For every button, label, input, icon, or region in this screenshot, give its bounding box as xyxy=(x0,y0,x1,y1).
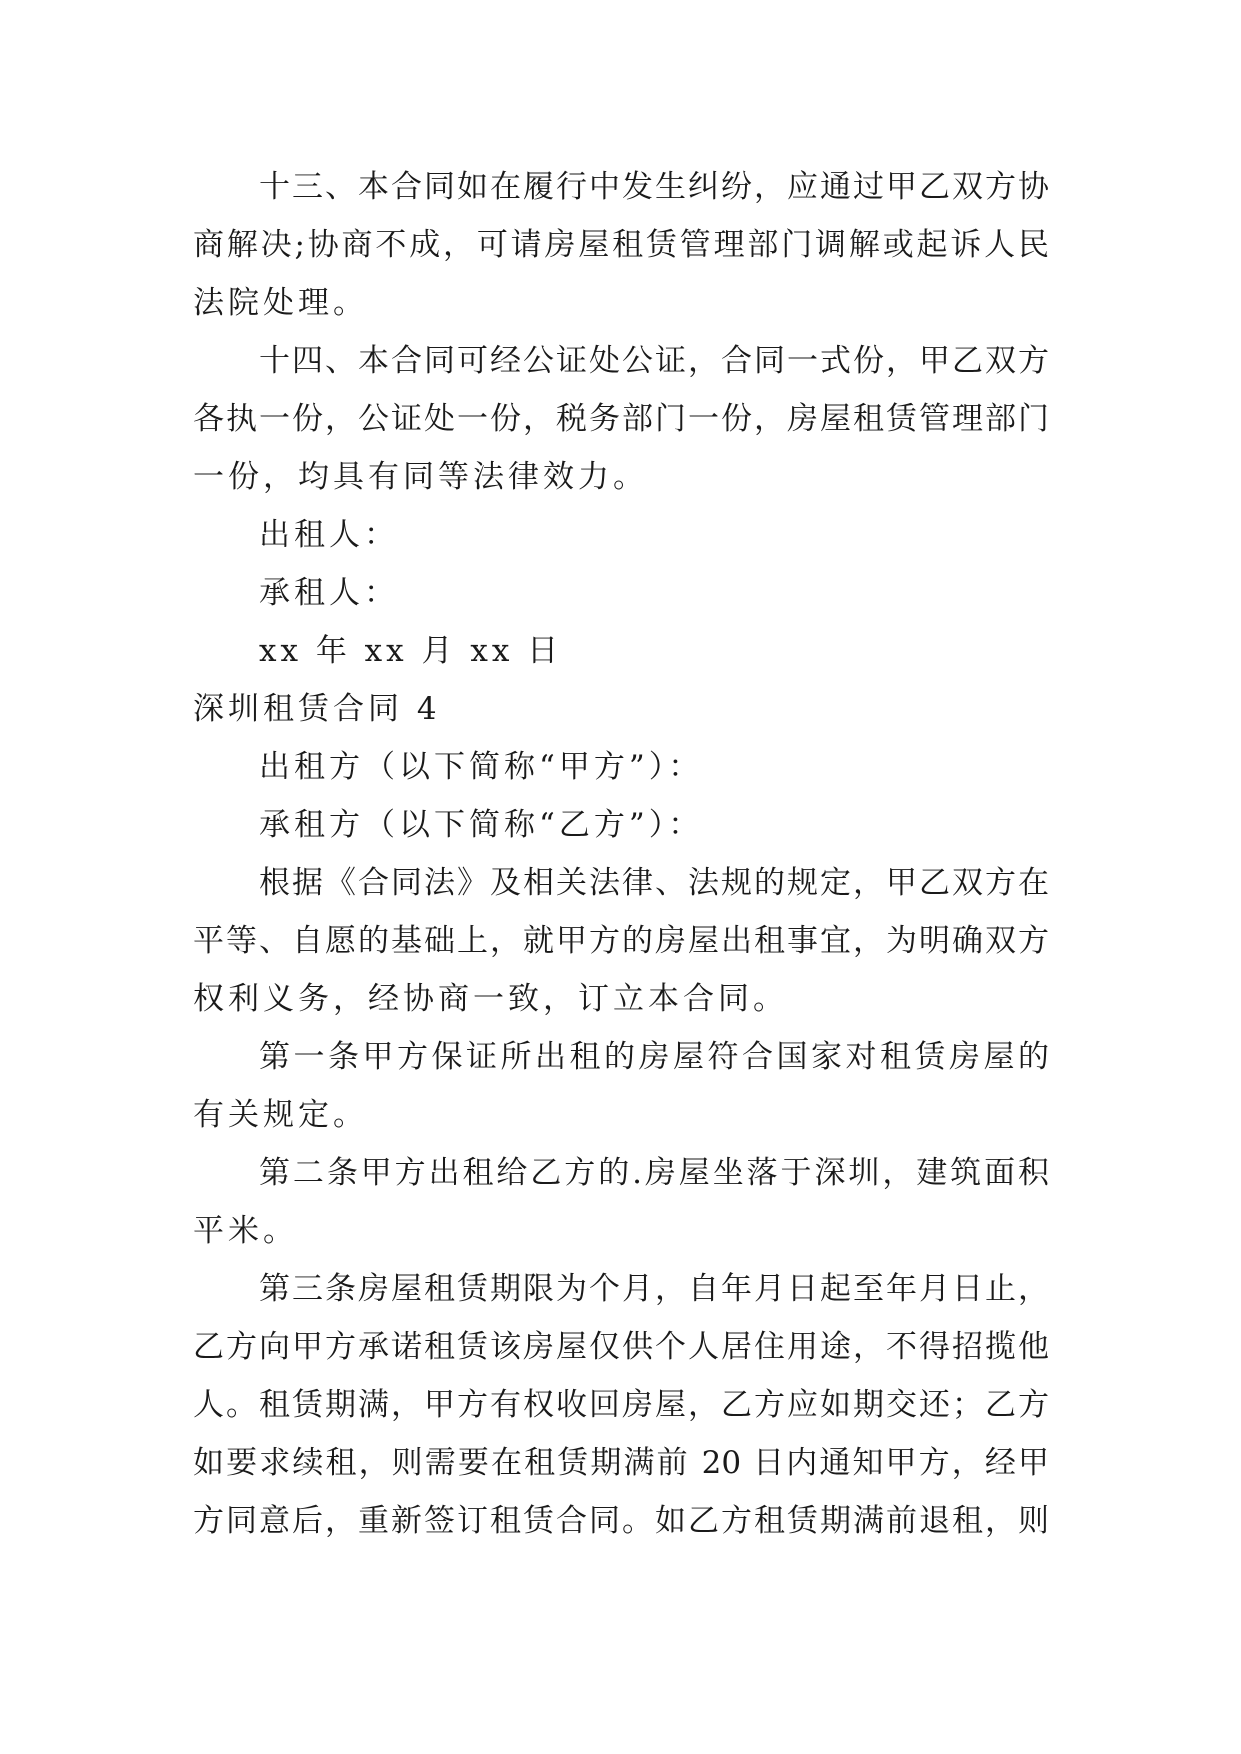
document-page xyxy=(193,158,1049,1550)
text-line: 十四、本合同可经公证处公证，合同一式份，甲乙双方 xyxy=(259,343,1049,379)
text-line: 人。租赁期满，甲方有权收回房屋，乙方应如期交还；乙方 xyxy=(193,1387,1049,1423)
text-line: 平等、自愿的基础上，就甲方的房屋出租事宜，为明确双方 xyxy=(193,923,1049,959)
signature-lessee: 承租人： xyxy=(259,575,399,611)
text-line: 第一条甲方保证所出租的房屋符合国家对租赁房屋的 xyxy=(259,1039,1049,1075)
text-line: 有关规定。 xyxy=(193,1097,368,1133)
text-line: 根据《合同法》及相关法律、法规的规定，甲乙双方在 xyxy=(259,865,1049,901)
text-line: 方同意后，重新签订租赁合同。如乙方租赁期满前退租，则 xyxy=(193,1503,1049,1539)
party-lessor: 出租方（以下简称“甲方”）： xyxy=(259,749,704,785)
text-line: 乙方向甲方承诺租赁该房屋仅供个人居住用途，不得招揽他 xyxy=(193,1329,1049,1365)
text-line: 如要求续租，则需要在租赁期满前 20 日内通知甲方，经甲 xyxy=(193,1445,1049,1481)
signature-date: xx 年 xx 月 xx 日 xyxy=(259,633,563,669)
section-heading: 深圳租赁合同 4 xyxy=(193,691,441,727)
text-line: 法院处理。 xyxy=(193,285,368,321)
text-line: 十三、本合同如在履行中发生纠纷，应通过甲乙双方协 xyxy=(259,169,1049,205)
text-line: 权利义务，经协商一致，订立本合同。 xyxy=(193,981,788,1017)
text-line: 平米。 xyxy=(193,1213,298,1249)
text-line: 第三条房屋租赁期限为个月，自年月日起至年月日止， xyxy=(259,1271,1049,1307)
party-lessee: 承租方（以下简称“乙方”）： xyxy=(259,807,704,843)
text-line: 各执一份，公证处一份，税务部门一份，房屋租赁管理部门 xyxy=(193,401,1049,437)
signature-lessor: 出租人： xyxy=(259,517,399,553)
text-line: 第二条甲方出租给乙方的.房屋坐落于深圳，建筑面积 xyxy=(259,1155,1049,1191)
text-line: 一份，均具有同等法律效力。 xyxy=(193,459,648,495)
text-line: 商解决;协商不成，可请房屋租赁管理部门调解或起诉人民 xyxy=(193,227,1049,263)
